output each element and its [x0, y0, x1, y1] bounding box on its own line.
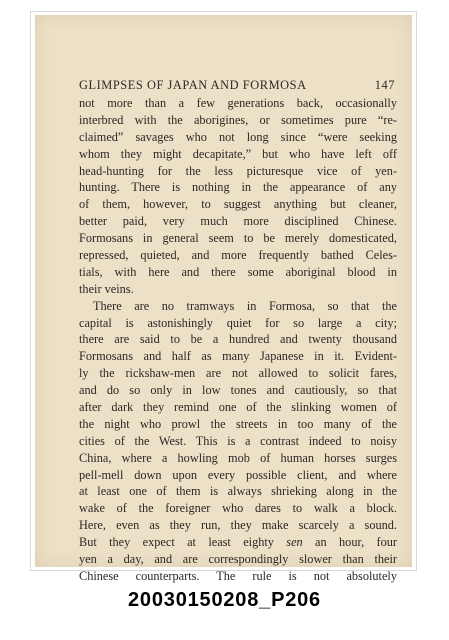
- text-line: Formosans and half as many Japanese in it. Evident-: [79, 349, 397, 364]
- text-line: tials, with here and there some aboriginal blood in: [79, 264, 397, 279]
- text-line: hunting. There is nothing in the appearance of any: [79, 180, 397, 195]
- running-head: [79, 78, 397, 93]
- text-line: Here, even as they run, they make scarcely a sound.: [79, 518, 397, 533]
- text-line: and do so only in low tones and cautiously, so that: [79, 383, 397, 398]
- text-line: after dark they remind one of the slinking women of: [79, 400, 397, 415]
- text-line: not more than a few generations back, occasionally: [79, 96, 397, 110]
- text-line: head-hunting for the less picturesque vice of yen-: [79, 163, 397, 178]
- text-line: capital is astonishingly quiet for so large a city;: [79, 315, 397, 330]
- scanned-page-frame: [30, 11, 417, 583]
- text-line: claimed” savages who not long since “were seeking: [79, 129, 397, 144]
- book-page: [35, 15, 412, 583]
- text-line: their veins.: [79, 281, 134, 296]
- text-line: ly the rickshaw-men are not allowed to solicit fares,: [79, 366, 397, 381]
- text-line: China, where a howling mob of human horses surges: [79, 450, 397, 465]
- image-caption: 20030150208_P206: [128, 589, 321, 611]
- text-line: wake of the foreigner who dares to walk a block.: [79, 501, 397, 516]
- text-line: interbred with the aborigines, or sometimes pure “re-: [79, 112, 397, 127]
- page-number: 147: [374, 78, 395, 92]
- text-line: There are no tramways in Formosa, so that the: [93, 298, 397, 313]
- running-head-title: GLIMPSES OF JAPAN AND FORMOSA: [79, 78, 307, 92]
- text-line: better paid, very much more disciplined Chinese.: [79, 214, 397, 229]
- text-line: repressed, quieted, and more frequently bathed Celes-: [79, 248, 397, 263]
- text-line: Formosans in general seem to be merely domesticated,: [79, 231, 397, 246]
- body-text: [79, 95, 397, 585]
- text-line: whom they might decapitate,” but who have left off: [79, 146, 397, 161]
- text-line: the night who prowl the streets in too many of the: [79, 416, 397, 431]
- text-line: Chinese counterparts. The rule is not absolutely: [79, 568, 397, 583]
- text-line: there are said to be a hundred and twenty thousand: [79, 332, 397, 347]
- text-line: of them, however, to suggest anything but cleaner,: [79, 197, 397, 212]
- text-line: yen a day, and are correspondingly slower than their: [79, 552, 397, 567]
- text-line: pell-mell down upon every possible client, and where: [79, 467, 397, 482]
- text-line: cities of the West. This is a contrast indeed to noisy: [79, 433, 397, 448]
- text-line: But they expect at least eighty sen an hour, four: [79, 535, 397, 550]
- text-line: at least one of them is always shrieking along in the: [79, 484, 397, 499]
